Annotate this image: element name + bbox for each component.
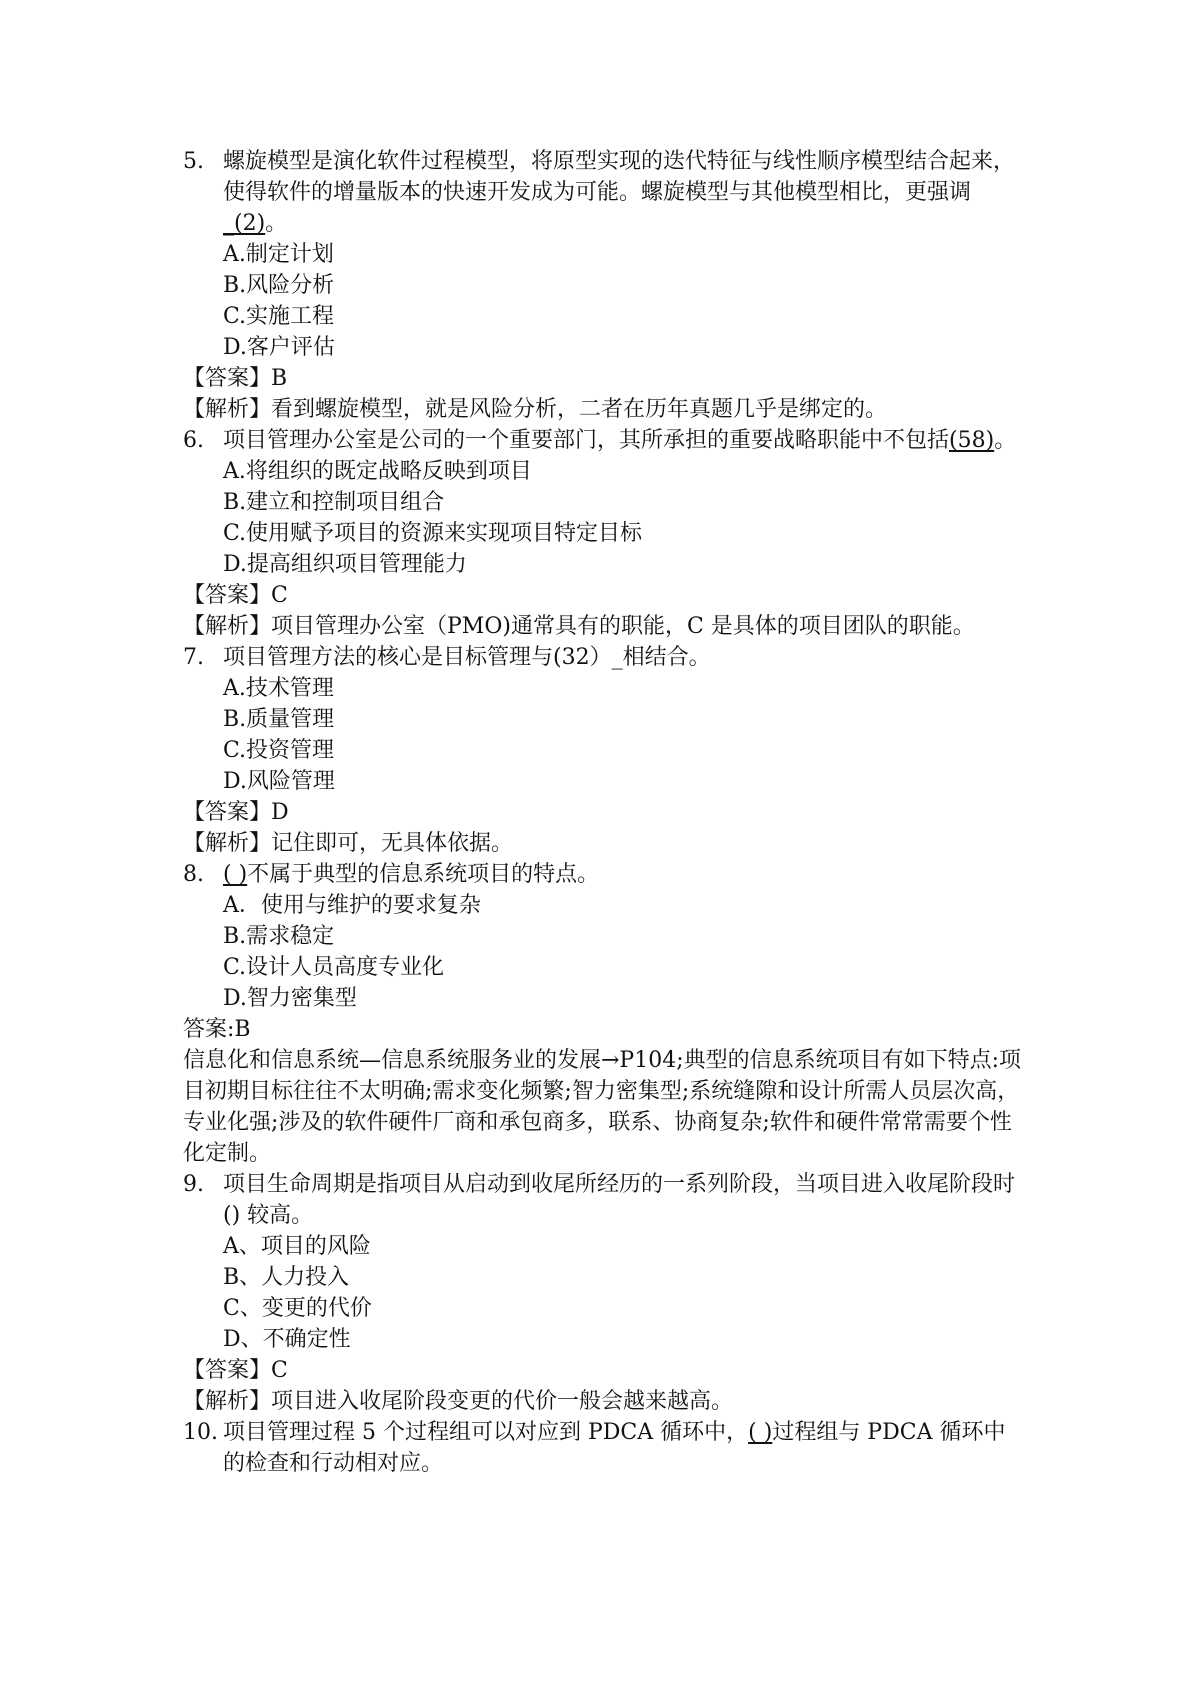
option-b: B.需求稳定 — [223, 924, 335, 949]
question-stem — [223, 859, 1023, 890]
stem-text-end: 。 — [265, 211, 288, 236]
answer: 【答案】B — [183, 366, 288, 391]
question-7 — [183, 642, 1023, 673]
explanation: 【解析】记住即可，无具体依据。 — [183, 831, 514, 856]
option-b: B.风险分析 — [223, 273, 335, 298]
question-number: 5. — [183, 149, 204, 174]
option-a: A．使用与维护的要求复杂 — [223, 893, 481, 918]
explanation: 【解析】看到螺旋模型，就是风险分析，二者在历年真题几乎是绑定的。 — [183, 397, 888, 422]
question-9 — [183, 1169, 1023, 1231]
option-b: B.质量管理 — [223, 707, 335, 732]
answer: 答案:B — [183, 1017, 251, 1042]
question-stem — [223, 146, 1023, 239]
option-a: A.将组织的既定战略反映到项目 — [223, 459, 532, 484]
option-d: D、不确定性 — [223, 1327, 351, 1352]
stem-text: 项目管理办公室是公司的一个重要部门，其所承担的重要战略职能中不包括 — [223, 428, 950, 453]
question-6 — [183, 425, 1023, 456]
explanation: 信息化和信息系统—信息系统服务业的发展→P104;典型的信息系统项目有如下特点:项目初期目标往往不太明确;需求变化频繁;智力密集型;系统缝隙和设计所需人员层次高，专业化强;涉及的软件硬件厂商和承包商多，联系、协商复杂;软件和硬件常常需要个性化定制。 — [183, 1048, 1022, 1166]
option-c: C.设计人员高度专业化 — [223, 955, 445, 980]
stem-text-end: 不属于典型的信息系统项目的特点。 — [247, 862, 600, 887]
option-b: B.建立和控制项目组合 — [223, 490, 445, 515]
question-number: 9. — [183, 1172, 204, 1197]
answer-blank: ( ) — [223, 862, 248, 887]
option-a: A.技术管理 — [223, 676, 334, 701]
question-stem — [223, 425, 1023, 456]
answer: 【答案】C — [183, 1358, 288, 1383]
question-number: 7. — [183, 645, 204, 670]
question-stem: 项目生命周期是指项目从启动到收尾所经历的一系列阶段，当项目进入收尾阶段时() 较高。 — [223, 1172, 1016, 1228]
answer-blank: ( ) — [748, 1420, 773, 1445]
stem-text-end: 。 — [994, 428, 1017, 453]
option-c: C.实施工程 — [223, 304, 335, 329]
option-d: D.智力密集型 — [223, 986, 357, 1011]
option-a: A.制定计划 — [223, 242, 334, 267]
answer: 【答案】C — [183, 583, 288, 608]
question-5 — [183, 146, 1023, 239]
stem-text: 项目管理过程 5 个过程组可以对应到 PDCA 循环中， — [223, 1420, 749, 1445]
explanation: 【解析】项目管理办公室（PMO)通常具有的职能，C 是具体的项目团队的职能。 — [183, 614, 975, 639]
option-c: C.投资管理 — [223, 738, 335, 763]
option-d: D.客户评估 — [223, 335, 335, 360]
question-number: 6. — [183, 428, 204, 453]
option-c: C、变更的代价 — [223, 1296, 372, 1321]
option-b: B、人力投入 — [223, 1265, 350, 1290]
answer: 【答案】D — [183, 800, 289, 825]
option-c: C.使用赋予项目的资源来实现项目特定目标 — [223, 521, 643, 546]
question-10 — [183, 1417, 1023, 1479]
question-number: 8. — [183, 862, 204, 887]
question-number: 10. — [183, 1420, 218, 1445]
stem-text-end: 过程组与 PDCA 循环中的检查和行动相对应。 — [223, 1420, 1006, 1476]
answer-blank: _(2) — [223, 211, 266, 236]
stem-text: 螺旋模型是演化软件过程模型，将原型实现的迭代特征与线性顺序模型结合起来，使得软件的增量版本的快速开发成为可能。螺旋模型与其他模型相比，更强调 — [223, 149, 1016, 205]
question-8 — [183, 859, 1023, 890]
answer-blank: (58) — [949, 428, 995, 453]
option-d: D.提高组织项目管理能力 — [223, 552, 467, 577]
question-stem — [223, 1417, 1023, 1479]
option-d: D.风险管理 — [223, 769, 335, 794]
document-page — [183, 146, 1023, 1479]
explanation: 【解析】项目进入收尾阶段变更的代价一般会越来越高。 — [183, 1389, 734, 1414]
option-a: A、项目的风险 — [223, 1234, 371, 1259]
question-stem: 项目管理方法的核心是目标管理与(32）_相结合。 — [223, 645, 711, 670]
